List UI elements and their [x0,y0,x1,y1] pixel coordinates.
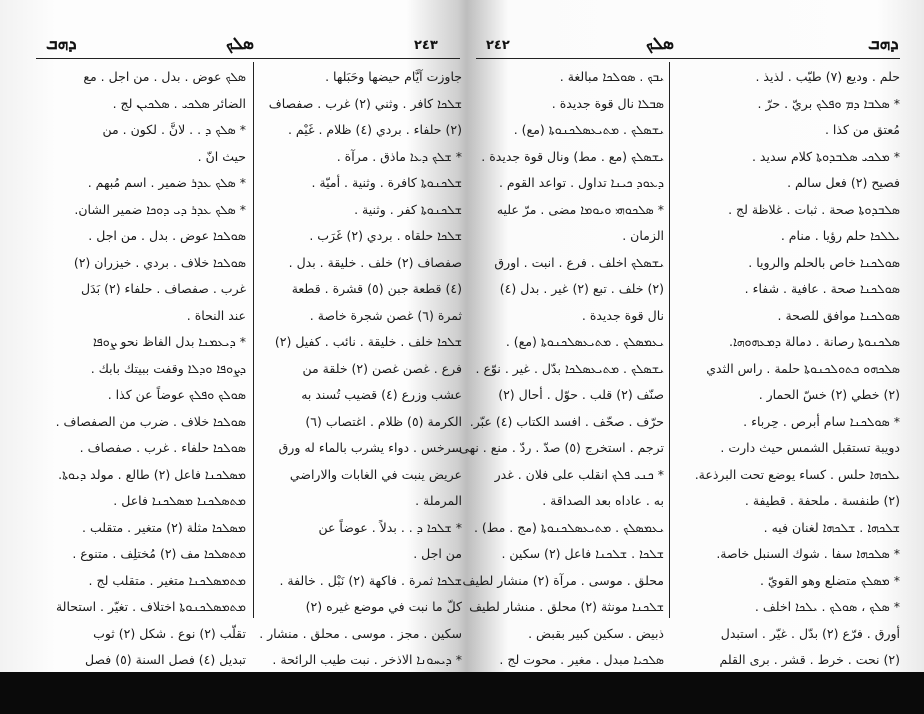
dictionary-line: ܫܠܟܗܐ . ܫܠܟܗܐ لغنان فيه . [763,519,900,535]
dictionary-line: (٢) حلفاء . بردي (٤) ظلام . غَيْم . [287,122,462,137]
dictionary-line: ܕܥܘܕ ܟܝܢܐ تداول . تواعد القوم . [498,175,664,190]
dictionary-line: ܕܨܘܦܐ ܘܕܠܐ وقفت ببيتك بابك . [90,360,246,376]
dictionary-line: ܣܒܠܐ نال قوة جديدة . [551,95,664,111]
dictionary-line: عريض ينبت في الغابات والاراضي [289,466,462,482]
dictionary-line: ترجم . استخرج (٥) صدّ . ردّ . منع . نهى . [451,440,664,455]
dictionary-line: ܣܠܟܢܘܬܐ رصانة . دمالة ܕܡܥܗܘܗܐ. [728,334,900,349]
dictionary-line: ܣܘܠܟܢܐ موافق للصحة . [777,307,900,323]
dictionary-line: ثمرة (٦) غصن شجرة خاصة . [309,307,462,323]
dictionary-line: به . عاداه بعد الصداقة . [542,493,664,508]
dictionary-line: * ܣܠܟ ܥܕܪ ܕܝ ܕܘܟܐ ضمير الشان. [74,201,246,217]
dictionary-line: (٢) نحت . خرط . قشر . برى القلم [719,652,900,667]
dictionary-line: عند النحاة . [186,307,246,323]
dictionary-line: * ܡܠܟܝ ܣܠܒܕܘܬܐ كلام سديد . [751,148,900,164]
dictionary-line: حلم . وديع (٧) طيّب . لذيذ . [755,69,900,84]
right-page [451,0,900,672]
dictionary-line: * ܟܢܝ ܦܠܟ انقلب على فلان . غدر [494,466,664,482]
right-page-left-column [451,64,664,667]
dictionary-line: * ܣܠܒܐ ܕܡ ܘܦܠܟ بريّ . حرّ . [757,95,900,111]
left-page-header-left: ܕܗܒ [46,34,77,54]
dictionary-line: ܡܬܣܠܟܐ مف (٢) مُختلِف . متنوع . [72,546,246,561]
dictionary-line: غرب . صفصاف . حلفاء (٢) بَدَل [80,281,246,296]
dictionary-line: الضائر ܣܠܟܝ . ܣܠܟܝܢ لج . [112,95,246,111]
left-page-column-divider [253,62,254,618]
dictionary-line: ܫܠܟܢܘܬܐ كافرة . وثنية . أميّة . [311,175,462,190]
dictionary-line: ܝܫܣܠܟ . ܡܬܝܥܣܠܟܢܘܬܐ (مع) . [513,122,664,137]
dictionary-line: ܝܫܣܠܟ (مع . مط) ونال قوة جديدة . [481,148,664,164]
dictionary-line: * ܣܠܟ ܥܕܪ ضمير . اسم مُبهم . [87,175,246,190]
dictionary-line: ܫܠܟܐ . ܫܠܟܢܐ فاعل (٢) سكين . [501,546,664,561]
dictionary-line: * ܣܠܟܘܗܝ ܘܝܘܡܐ مضى . مرّ عليه [496,201,664,217]
dictionary-line: نال قوة جديدة . [581,307,664,323]
dictionary-line: ܝܠܟܗܐ حلس . كساء يوضع تحت البرذعة. [694,466,900,482]
dictionary-line: ܣܠܟܗܘ ܟܬܘܠܟܢܘܬܐ حلمة . راس الثدي [706,360,900,376]
dictionary-line: صنّف (٢) قلب . حوّل . أحال (٢) [498,387,664,402]
dictionary-line: ܫܠܟܐ حلقاه . بردي (٢) غَرَب . [309,228,462,243]
dictionary-line: ܣܘܠܟܐ حلفاء . غرب . صفصاف . [79,440,246,455]
dictionary-line: حرّف . صحّف . افسد الكتاب (٤) عبّر. [469,413,664,429]
dictionary-line: ܣܘܠܟ ܘܦܠܟ عوضاً عن كذا . [107,387,246,402]
dictionary-line: (٢) طنفسة . ملحفة . قطيفة . [744,493,900,508]
dictionary-line: فرع . غصن غصن (٢) خلقة من [302,360,462,376]
dictionary-line: * ܕܝܥܡܢܐ بدل الفاظ نحو ܨܘܦܐ [92,334,246,349]
dictionary-line: * ܣܠܟ ، ܣܘܠܟ . ܝܠܟܐ اخلف . [754,599,900,614]
dictionary-line: ܣܠܟܝܐ مبدل . مغير . محوت لج . [499,652,664,667]
dictionary-line: ܣܘܠܟܢܐ صحة . عافية . شفاء . [744,281,900,296]
dictionary-line: ذبيض . سكين كبير بقبض . [528,625,664,641]
dictionary-line: فصيح (٢) فعل سالم . [787,175,900,190]
dictionary-line: كلّ ما نبت في موضع غيره (٢) [305,599,462,614]
dictionary-line: * ܫܠܟ ܕܥܐ ماذق . مرآة . [336,148,462,164]
dictionary-line: تقلّب (٢) نوع . شكل (٢) ثوب [93,625,246,641]
dictionary-line: ܫܠܟܐ خلف . خليقة . نائب . كفيل (٢) [274,334,462,349]
dictionary-line: ܣܘܠܟܢܐ خاص بالحلم والرويا . [748,254,900,270]
left-page-header-rule [36,58,460,59]
dictionary-line: * ܣܠܟܗܐ سفا . شوك السنبل خاصة. [716,546,900,561]
dictionary-line: ܝܠܠܟܐ حلم رؤيا . منام . [780,228,900,243]
dictionary-line: حيث انّ . [197,148,246,164]
dictionary-line: دويبة تستقبل الشمس حيث دارت . [720,440,900,455]
dictionary-line: صفصاف (٢) خلف . خليقة . بدل . [288,254,462,270]
right-page-header-center: ܣܠܟ [646,34,674,54]
right-page-column-divider [669,62,670,618]
right-page-header-rule [476,58,900,59]
dictionary-line: ܣܘܠܟܐ خلاف . ضرب من الصفصاف . [55,413,246,429]
dictionary-line: ܝܫܣܠܟ اخلف . فرع . انبت . اورق [494,254,664,270]
dictionary-line: ܡܣܠܟܢܐ فاعل (٢) طالع . مولد ܕܝܘܬܐ. [58,466,246,482]
dictionary-line: * ܡܣܠܟ متضلع وهو القويّ . [759,572,900,588]
dictionary-line: الكرمة (٥) ظلام . اغتصاب (٦) [305,413,462,429]
right-page-number: ٢٤٢ [486,38,510,53]
dictionary-line: سكين . مجز . موسى . محلق . منشار . [259,625,462,641]
left-page-number: ٢٤٣ [414,38,438,53]
dictionary-line: ܡܣܠܟܐ مثلة (٢) متغير . متقلب . [82,519,246,535]
dictionary-line: ܡܬܣܠܟܢܐ ܡܣܠܟܢܐ فاعل . [113,493,246,508]
scanner-edge [0,672,924,714]
dictionary-line: ܫܠܟܢܐ مونثة (٢) محلق . منشار لطيف [469,599,664,614]
dictionary-line: ܝܥܡܣܠܟ . ܡܬܝܥܣܠܟܢܘܬܐ (مع) . [505,334,664,349]
dictionary-line: (٤) قطعة جبن (٥) قشرة . قطعة [291,281,462,296]
dictionary-line: ܡܬܡܣܠܟܢܐ متغير . متقلب لج . [88,572,246,588]
dictionary-line: أورق . فرّع (٢) بدّل . غيّر . استبدل [720,625,900,641]
dictionary-line: (٢) خلف . تبع (٢) غير . بدل (٤) [499,281,664,296]
dictionary-line: ܫܠܟܐ كافر . وثني (٢) غرب . صفصاف [268,95,462,111]
dictionary-line: عشب وزرع (٤) قضيب تُسند به [301,387,462,402]
dictionary-line: ܝܒܟ . ܣܘܠܟܐ مبالغة . [559,69,664,84]
dictionary-line: محلق . موسى . مرآة (٢) منشار لطيف . [454,572,664,588]
dictionary-line: * ܣܠܟ ܕ . . لانَّ . لكون . من [102,122,246,137]
dictionary-line: * ܣܘܠܟܢܐ سام أبرص . حِرباء . [743,413,900,429]
dictionary-line: الزمان . [622,228,664,243]
dictionary-line: من اجل . [413,546,462,561]
dictionary-line: جاوزت آيَّام حيضها وحَبَلها . [325,69,462,84]
right-page-right-column [676,64,900,667]
dictionary-line: مُعتق من كذا . [824,122,900,137]
dictionary-line: المرملة . [415,493,462,508]
dictionary-line: ܣܠܟ عوض . بدل . من اجل . مع [83,69,246,84]
dictionary-line: ܫܠܟܐ ثمرة . فاكهة (٢) نَبْل . خالفة . [279,572,462,588]
dictionary-line: * ܕܝܚܘܢܐ الاذخر . نبت طيب الرائحة . [272,652,462,667]
dictionary-line: ܣܘܠܟܐ عوض . بدل . من اجل . [88,228,246,243]
dictionary-line: (٢) خطي (٢) خسّ الحمار . [758,387,900,402]
left-page-header-center: ܣܠܟ [226,34,254,54]
dictionary-line: ܫܠܟܢܘܬܐ كفر . وثنية . [354,201,462,217]
left-page-right-column [259,64,462,667]
dictionary-line: ܣܠܒܕܘܬܐ صحة . ثبات . غلاظة لج . [728,201,900,217]
dictionary-line: ܝܥܡܣܠܟ . ܡܬܝܥܣܠܟܢܘܬܐ (مج . مط) . [473,519,664,535]
left-page [30,0,462,672]
right-page-header-right: ܕܗܒ [868,34,899,54]
dictionary-line: * ܫܠܟܐ ܕ . . بدلاً . عوضاً عن [318,519,462,535]
dictionary-line: تبديل (٤) فصل السنة (٥) فصل [84,652,246,667]
dictionary-line: سرخس . دواء يشرب بالماء له ورق [278,440,462,455]
dictionary-line: ܡܬܡܣܠܟܢܘܬܐ اختلاف . تغيّر . استحالة [55,599,246,614]
dictionary-line: ܝܫܣܠܟ . ܡܬܝܥܣܠܟܐ بدّل . غير . نوّع . [475,360,664,376]
left-page-left-column [34,64,246,667]
dictionary-line: ܣܘܠܟܐ خلاف . بردي . خيزران (٢) [73,254,246,270]
